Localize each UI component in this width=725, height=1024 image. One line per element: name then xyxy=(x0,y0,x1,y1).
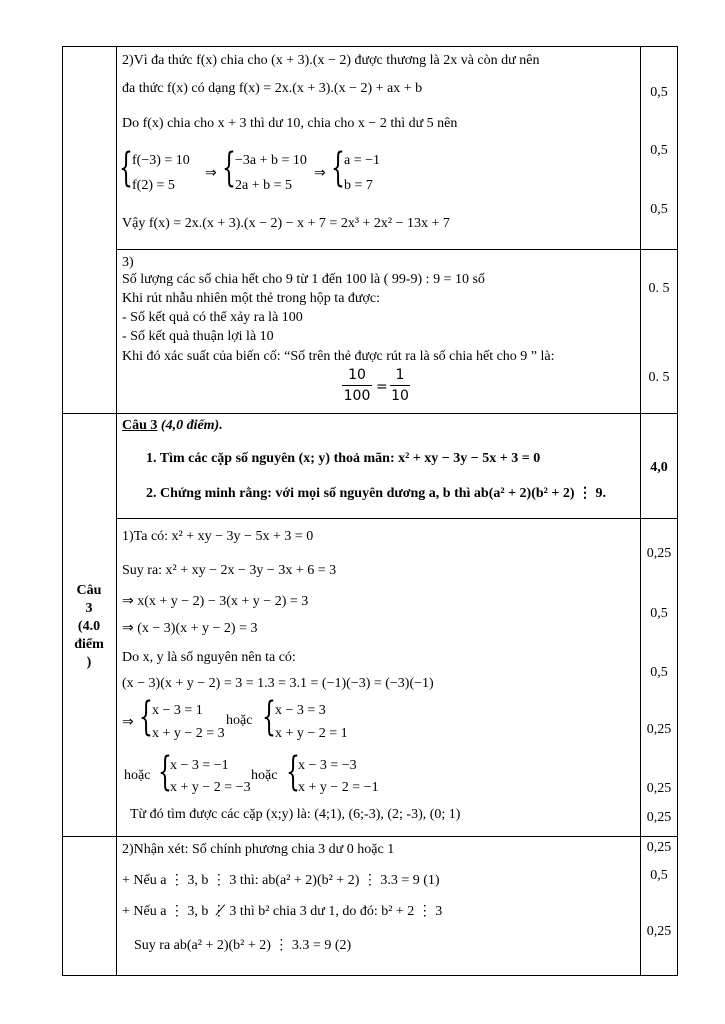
solution1-line-3: ⇒ x(x + y − 2) − 3(x + y − 2) = 3 xyxy=(122,594,309,609)
score: 0,5 xyxy=(650,85,668,100)
solution1-line-6: (x − 3)(x + y − 2) = 3 = 1.3 = 3.1 = (−1)(−3) = (−3)(−1) xyxy=(122,676,434,691)
fraction-denominator: 100 xyxy=(343,388,371,404)
case-c-eq-1: x − 3 = −1 xyxy=(170,758,229,773)
part3-line-5: Khi đó xác suất của biến cố: “Số trên thẻ được rút ra là số chia hết cho 9 ” là: xyxy=(122,349,555,364)
solution1-line-5: Do x, y là số nguyên nên ta có: xyxy=(122,650,296,665)
row-divider xyxy=(62,836,678,837)
part3-line-2: Khi rút nhẫu nhiên một thẻ trong hộp ta được: xyxy=(122,291,381,306)
or-label: hoặc xyxy=(226,713,253,728)
score: 0,25 xyxy=(646,781,672,796)
fraction-numerator: 10 xyxy=(348,367,366,383)
left-brace: { xyxy=(331,145,345,191)
system-2-eq-a: −3a + b = 10 xyxy=(235,153,307,168)
score: 0,5 xyxy=(650,868,668,883)
score: 0,5 xyxy=(650,202,668,217)
part2-conclusion: Vậy f(x) = 2x.(x + 3).(x − 2) − x + 7 = 2x³ + 2x² − 13x + 7 xyxy=(122,216,450,231)
case-d-eq-2: x + y − 2 = −1 xyxy=(298,780,379,795)
fraction-ten-hundredths xyxy=(342,368,372,403)
score: 0,25 xyxy=(646,546,672,561)
part2-line-2: đa thức f(x) có dạng f(x) = 2x.(x + 3).(x − 2) + ax + b xyxy=(122,81,423,96)
score: 0,25 xyxy=(646,924,672,939)
case-a-eq-2: x + y − 2 = 3 xyxy=(152,726,225,741)
score: 0,5 xyxy=(650,665,668,680)
score: 0,25 xyxy=(646,722,672,737)
solution2-line-2: + Nếu a ⋮ 3, b ⋮ 3 thì: ab(a² + 2)(b² + 2) ⋮ 3.3 = 9 (1) xyxy=(122,873,440,888)
system-1-eq-a: f(−3) = 10 xyxy=(132,153,190,168)
left-brace: { xyxy=(262,694,276,740)
implies-arrow: ⇒ xyxy=(122,715,134,730)
score: 0. 5 xyxy=(648,281,670,296)
system-1-eq-b: f(2) = 5 xyxy=(132,178,175,193)
question-points: (4,0 điểm). xyxy=(157,418,223,433)
part2-line-3: Do f(x) chia cho x + 3 thì dư 10, chia cho x − 2 thì dư 5 nên xyxy=(122,116,458,131)
left-brace: { xyxy=(222,145,236,191)
solution2-line-1: 2)Nhận xét: Số chính phương chia 3 dư 0 hoặc 1 xyxy=(122,842,395,857)
solution2-line-3: + Nếu a ⋮ 3, b ⋮̸ 3 thì b² chia 3 dư 1, do đó: b² + 2 ⋮ 3 xyxy=(122,904,443,919)
solution1-result: Từ đó tìm được các cặp (x;y) là: (4;1), (6;-3), (2; -3), (0; 1) xyxy=(130,807,461,822)
case-d-eq-1: x − 3 = −3 xyxy=(298,758,357,773)
implies-arrow: ⇒ xyxy=(314,166,326,181)
fraction-one-tenth xyxy=(390,368,410,403)
system-3-eq-a: a = −1 xyxy=(344,153,381,168)
score: 0. 5 xyxy=(648,370,670,385)
system-2-eq-b: 2a + b = 5 xyxy=(235,178,293,193)
row-divider xyxy=(62,413,678,414)
solution1-line-4: ⇒ (x − 3)(x + y − 2) = 3 xyxy=(122,621,258,636)
total-score: 4,0 xyxy=(650,460,668,475)
left-brace: { xyxy=(139,694,153,740)
question-label: Câu 3 (4.0 điểm ) xyxy=(74,583,104,670)
case-b-eq-2: x + y − 2 = 1 xyxy=(275,726,348,741)
question-part-1: 1. Tìm các cặp số nguyên (x; y) thoả mãn: x² + xy − 3y − 5x + 3 = 0 xyxy=(146,451,541,466)
question-heading xyxy=(122,419,223,433)
score: 0,5 xyxy=(650,606,668,621)
solution1-line-2: Suy ra: x² + xy − 2x − 3y − 3x + 6 = 3 xyxy=(122,563,337,578)
part3-line-4: - Số kết quả thuận lợi là 10 xyxy=(122,329,274,344)
row-divider xyxy=(116,249,678,250)
equals-sign: = xyxy=(376,379,388,395)
part2-line-1: 2)Vì đa thức f(x) chia cho (x + 3).(x − 2) được thương là 2x và còn dư nên xyxy=(122,53,540,68)
score: 0,25 xyxy=(646,840,672,855)
system-3-eq-b: b = 7 xyxy=(344,178,373,193)
or-label: hoặc xyxy=(251,768,278,783)
left-brace: { xyxy=(286,749,300,795)
score: 0,5 xyxy=(650,143,668,158)
fraction-denominator: 10 xyxy=(391,388,409,404)
part3-line-3: - Số kết quả có thể xảy ra là 100 xyxy=(122,310,303,325)
part3-label: 3) xyxy=(122,255,134,270)
row-divider xyxy=(116,518,678,519)
case-c-eq-2: x + y − 2 = −3 xyxy=(170,780,251,795)
part3-line-1: Số lượng các số chia hết cho 9 từ 1 đến 100 là ( 99-9) : 9 = 10 số xyxy=(122,272,485,287)
case-a-eq-1: x − 3 = 1 xyxy=(152,703,203,718)
case-b-eq-1: x − 3 = 3 xyxy=(275,703,326,718)
solution1-line-1: 1)Ta có: x² + xy − 3y − 5x + 3 = 0 xyxy=(122,529,314,544)
score: 0,25 xyxy=(646,810,672,825)
question-part-2: 2. Chứng minh rằng: với mọi số nguyên dương a, b thì ab(a² + 2)(b² + 2) ⋮ 9. xyxy=(146,486,607,501)
question-title: Câu 3 xyxy=(122,418,158,433)
left-brace: { xyxy=(158,749,172,795)
or-label: hoặc xyxy=(124,768,151,783)
left-brace: { xyxy=(119,145,133,191)
implies-arrow: ⇒ xyxy=(205,166,217,181)
solution2-line-4: Suy ra ab(a² + 2)(b² + 2) ⋮ 3.3 = 9 (2) xyxy=(134,938,352,953)
fraction-numerator: 1 xyxy=(395,367,405,383)
